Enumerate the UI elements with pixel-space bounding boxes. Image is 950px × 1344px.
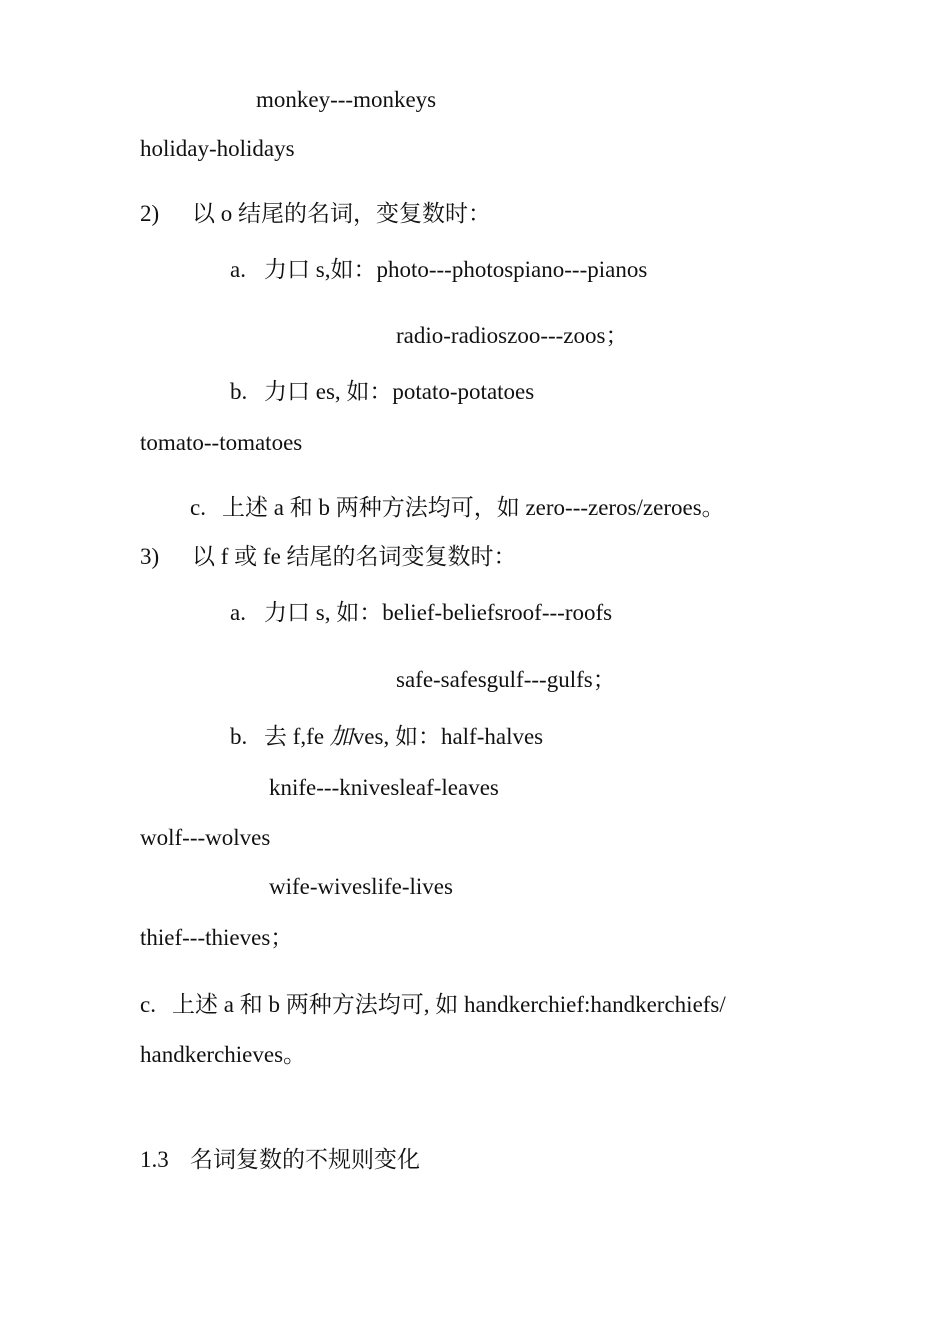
section-number: 1.3	[140, 1147, 169, 1172]
sub-marker: a.	[230, 600, 246, 625]
section-heading-1-3	[140, 1145, 420, 1175]
rule-2a	[230, 255, 647, 285]
rule-3-heading	[140, 542, 517, 572]
rule-3a-examples: safe-safesgulf---gulfs；	[396, 667, 616, 692]
example-holiday: holiday-holidays	[140, 136, 295, 161]
example-handkerchieves: handkerchieves。	[140, 1042, 307, 1067]
sub-text: 力口 s,如：photo---photospiano---pianos	[264, 257, 648, 282]
rule-2a-examples: radio-radioszoo---zoos；	[396, 323, 629, 348]
sub-text: 力口 es, 如：potato-potatoes	[264, 379, 535, 404]
rule-3a	[230, 598, 612, 628]
sub-marker: a.	[230, 257, 246, 282]
sub-marker: b.	[230, 724, 248, 749]
sub-text: 力口 s, 如：belief-beliefsroof---roofs	[264, 600, 613, 625]
sub-text-post: ves, 如：half-halves	[352, 724, 544, 749]
example-wolf: wolf---wolves	[140, 825, 271, 850]
sub-text: 上述 a 和 b 两种方法均可，如 zero---zeros/zeroes。	[222, 495, 725, 520]
example-knife: knife---knivesleaf-leaves	[269, 775, 499, 800]
sub-marker: c.	[140, 992, 156, 1017]
list-text: 以 o 结尾的名词，变复数时：	[192, 201, 491, 226]
sub-text-pre: 去 f,fe	[264, 724, 330, 749]
sub-marker: b.	[230, 379, 248, 404]
example-monkey: monkey---monkeys	[256, 87, 437, 112]
section-title: 名词复数的不规则变化	[190, 1147, 420, 1172]
rule-3c	[140, 990, 726, 1020]
sub-text: 上述 a 和 b 两种方法均可, 如 handkerchief:handkerchiefs/	[172, 992, 726, 1017]
sub-marker: c.	[190, 495, 206, 520]
rule-3b	[230, 722, 543, 752]
example-thief: thief---thieves；	[140, 925, 294, 950]
list-number: 2)	[140, 201, 160, 226]
example-wife: wife-wiveslife-lives	[269, 874, 453, 899]
sub-text-italic: 加	[329, 724, 353, 749]
rule-2c	[190, 493, 725, 523]
example-tomato: tomato--tomatoes	[140, 430, 303, 455]
list-text: 以 f 或 fe 结尾的名词变复数时：	[192, 544, 517, 569]
list-number: 3)	[140, 544, 160, 569]
rule-2-heading	[140, 199, 491, 229]
rule-2b	[230, 377, 534, 407]
